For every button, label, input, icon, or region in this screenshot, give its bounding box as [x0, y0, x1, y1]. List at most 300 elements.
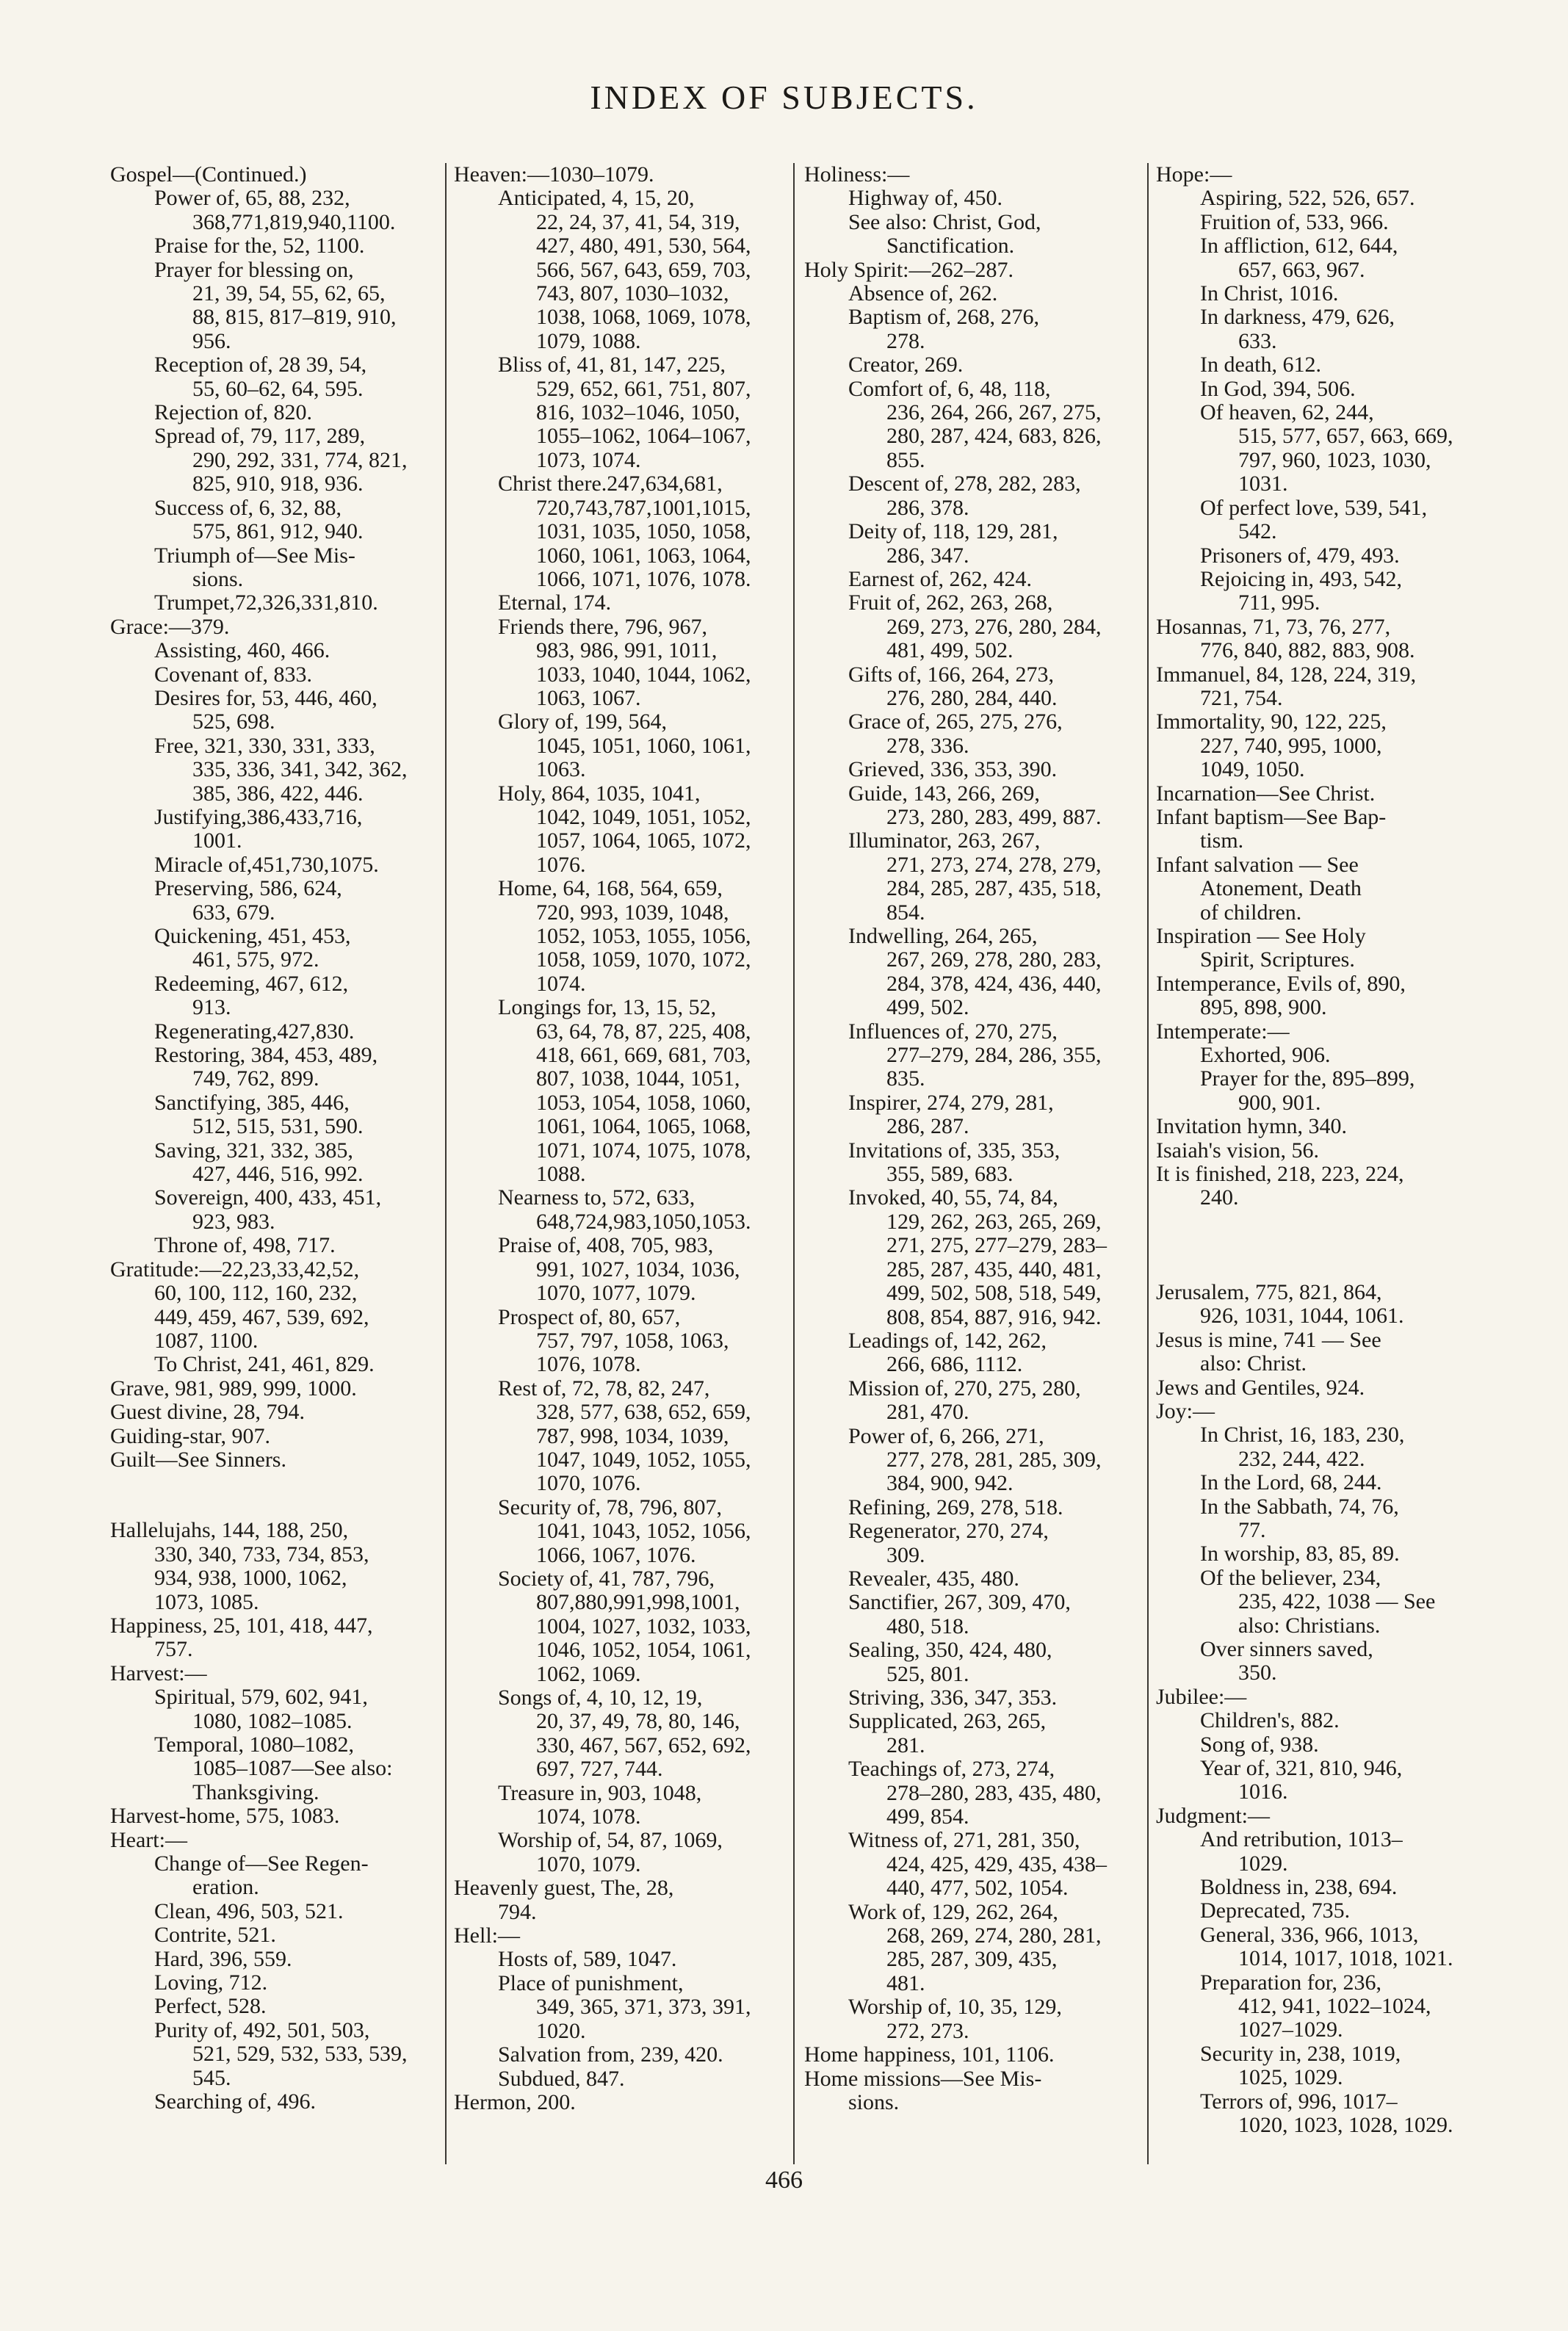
index-subentry: Justifying,386,433,716, [154, 804, 363, 829]
index-subentry: Holy, 864, 1035, 1041, [498, 781, 701, 806]
index-heading: Hermon, 200. [454, 2089, 576, 2114]
index-subentry: 77. [1238, 1517, 1266, 1542]
index-subentry: Power of, 65, 88, 232, [154, 186, 350, 211]
index-subentry: 1063. [536, 757, 586, 782]
index-subentry: Mission of, 270, 275, 280, [848, 1376, 1081, 1401]
index-subentry: Hard, 396, 559. [154, 1946, 292, 1971]
index-subentry: Spread of, 79, 117, 289, [154, 424, 366, 449]
index-subentry: Quickening, 451, 453, [154, 924, 351, 948]
index-heading: Inspiration — See Holy [1156, 924, 1366, 948]
index-subentry: 349, 365, 371, 373, 391, [536, 1995, 751, 2020]
index-subentry: In Christ, 16, 183, 230, [1200, 1423, 1405, 1448]
index-subentry: 286, 378. [886, 495, 969, 520]
index-subentry: 499, 854. [886, 1804, 969, 1829]
index-subentry: Fruit of, 262, 263, 268, [848, 590, 1053, 615]
index-subentry: Sovereign, 400, 433, 451, [154, 1185, 382, 1210]
index-subentry: 278, 336. [886, 733, 969, 758]
index-heading: Judgment:— [1156, 1803, 1270, 1828]
index-subentry: Society of, 41, 787, 796, [498, 1566, 715, 1591]
index-subentry: 757. [154, 1637, 193, 1662]
index-subentry: 743, 807, 1030–1032, [536, 281, 729, 306]
index-subentry: 633. [1238, 328, 1277, 353]
index-subentry: 776, 840, 882, 883, 908. [1200, 638, 1415, 663]
index-subentry: 1079, 1088. [536, 328, 641, 353]
index-subentry: 521, 529, 532, 533, 539, [192, 2042, 408, 2067]
index-subentry: 542. [1238, 519, 1277, 544]
index-subentry: Boldness in, 238, 694. [1200, 1875, 1398, 1900]
index-subentry: 512, 515, 531, 590. [192, 1114, 364, 1139]
index-subentry: tism. [1200, 828, 1244, 853]
index-subentry: 1066, 1071, 1076, 1078. [536, 566, 751, 591]
index-subentry: 63, 64, 78, 87, 225, 408, [536, 1019, 751, 1044]
index-subentry: Worship of, 54, 87, 1069, [498, 1828, 723, 1853]
index-subentry: 1076, 1078. [536, 1352, 641, 1377]
index-subentry: 1016. [1238, 1779, 1288, 1804]
index-subentry: Atonement, Death [1200, 876, 1362, 901]
index-subentry: Invoked, 40, 55, 74, 84, [848, 1185, 1058, 1210]
index-subentry: In darkness, 479, 626, [1200, 305, 1395, 330]
index-subentry: 816, 1032–1046, 1050, [536, 400, 740, 425]
index-subentry: 271, 273, 274, 278, 279, [886, 852, 1102, 877]
index-subentry: 1038, 1068, 1069, 1078, [536, 305, 751, 330]
index-subentry: 923, 983. [192, 1209, 275, 1234]
index-subentry: 648,724,983,1050,1053. [536, 1209, 751, 1234]
index-subentry: Spiritual, 579, 602, 941, [154, 1685, 368, 1710]
index-subentry: 330, 340, 733, 734, 853, [154, 1542, 369, 1566]
index-subentry: Eternal, 174. [498, 590, 612, 615]
index-subentry: 1087, 1100. [154, 1328, 259, 1353]
index-subentry: Prisoners of, 479, 493. [1200, 543, 1400, 568]
index-subentry: Prayer for the, 895–899, [1200, 1066, 1415, 1091]
index-subentry: 330, 467, 567, 652, 692, [536, 1732, 751, 1757]
index-subentry: also: Christians. [1238, 1613, 1381, 1638]
index-subentry: Deity of, 118, 129, 281, [848, 519, 1058, 544]
index-subentry: Refining, 269, 278, 518. [848, 1495, 1063, 1519]
index-subentry: 290, 292, 331, 774, 821, [192, 447, 408, 472]
index-subentry: Preparation for, 236, [1200, 1970, 1382, 1995]
index-heading: Hallelujahs, 144, 188, 250, [110, 1518, 349, 1543]
index-subentry: General, 336, 966, 1013, [1200, 1922, 1419, 1947]
index-subentry: 1061, 1064, 1065, 1068, [536, 1114, 751, 1139]
index-subentry: 794. [498, 1899, 537, 1924]
index-heading: Harvest:— [110, 1660, 207, 1685]
index-subentry: Songs of, 4, 10, 12, 19, [498, 1685, 703, 1710]
index-subentry: 480, 518. [886, 1613, 969, 1638]
index-subentry: Reception of, 28 39, 54, [154, 353, 367, 377]
index-subentry: 545. [192, 2065, 231, 2090]
index-subentry: 284, 378, 424, 436, 440, [886, 971, 1102, 996]
index-subentry: Perfect, 528. [154, 1994, 267, 2019]
blank-line [110, 1495, 444, 1519]
index-subentry: Assisting, 460, 466. [154, 638, 330, 663]
index-subentry: 1046, 1052, 1054, 1061, [536, 1638, 751, 1663]
index-subentry: 913. [192, 995, 231, 1020]
index-subentry: 720, 993, 1039, 1048, [536, 900, 729, 925]
index-subentry: 807,880,991,998,1001, [536, 1590, 740, 1615]
index-subentry: Regenerator, 270, 274, [848, 1519, 1049, 1544]
index-subentry: Illuminator, 263, 267, [848, 828, 1041, 853]
index-subentry: Descent of, 278, 282, 283, [848, 471, 1081, 496]
index-subentry: In Christ, 1016. [1200, 281, 1339, 306]
index-subentry: 525, 698. [192, 709, 275, 734]
index-subentry: 284, 285, 287, 435, 518, [886, 876, 1102, 901]
index-subentry: In worship, 83, 85, 89. [1200, 1542, 1400, 1566]
index-subentry: 236, 264, 266, 267, 275, [886, 400, 1102, 425]
index-subentry: 355, 589, 683. [886, 1162, 1014, 1187]
index-subentry: 657, 663, 967. [1238, 257, 1365, 282]
index-subentry: See also: Christ, God, [848, 209, 1041, 234]
index-heading: Invitation hymn, 340. [1156, 1114, 1347, 1139]
index-subentry: Security in, 238, 1019, [1200, 2041, 1401, 2066]
index-subentry: Restoring, 384, 453, 489, [154, 1043, 378, 1068]
index-subentry: Striving, 336, 347, 353. [848, 1685, 1058, 1710]
index-subentry: 900, 901. [1238, 1090, 1321, 1115]
index-subentry: Spirit, Scriptures. [1200, 947, 1355, 972]
index-heading: Holy Spirit:—262–287. [804, 257, 1014, 282]
index-subentry: Free, 321, 330, 331, 333, [154, 733, 375, 758]
index-subentry: Absence of, 262. [848, 281, 998, 306]
index-subentry: 20, 37, 49, 78, 80, 146, [536, 1709, 740, 1734]
index-subentry: 1085–1087—See also: [192, 1756, 393, 1781]
index-subentry: 232, 244, 422. [1238, 1446, 1365, 1471]
index-subentry: 529, 652, 661, 751, 807, [536, 376, 751, 401]
index-column-4 [1156, 163, 1490, 2138]
index-subentry: 1066, 1067, 1076. [536, 1542, 696, 1567]
index-subentry: Baptism of, 268, 276, [848, 305, 1039, 330]
index-heading: Joy:— [1156, 1398, 1215, 1423]
index-subentry: Aspiring, 522, 526, 657. [1200, 186, 1415, 211]
index-subentry: In the Sabbath, 74, 76, [1200, 1494, 1399, 1519]
index-subentry: Sanctification. [886, 234, 1015, 259]
index-subentry: 787, 998, 1034, 1039, [536, 1423, 729, 1448]
blank-line [110, 1472, 444, 1495]
index-subentry: 1073, 1074. [536, 447, 641, 472]
index-subentry: Exhorted, 906. [1200, 1043, 1331, 1068]
index-subentry: 88, 815, 817–819, 910, [192, 305, 397, 330]
index-column-3 [804, 163, 1138, 2114]
index-heading: Harvest-home, 575, 1083. [110, 1804, 340, 1829]
index-subentry: Treasure in, 903, 1048, [498, 1780, 702, 1805]
index-subentry: Supplicated, 263, 265, [848, 1709, 1047, 1734]
index-subentry: 285, 287, 309, 435, [886, 1947, 1058, 1972]
index-subentry: 268, 269, 274, 280, 281, [886, 1923, 1102, 1948]
index-subentry: Place of punishment, [498, 1970, 684, 1995]
index-column-2 [454, 163, 788, 2114]
index-heading: Jesus is mine, 741 — See [1156, 1327, 1381, 1352]
index-heading: Heart:— [110, 1827, 187, 1852]
index-subentry: Desires for, 53, 446, 460, [154, 685, 377, 710]
index-subentry: 1001. [192, 828, 242, 853]
blank-line [1156, 1234, 1490, 1257]
index-subentry: Revealer, 435, 480. [848, 1566, 1019, 1591]
index-subentry: Earnest of, 262, 424. [848, 566, 1032, 591]
index-heading: Intemperate:— [1156, 1019, 1290, 1044]
index-subentry: 797, 960, 1023, 1030, [1238, 447, 1431, 472]
index-subentry: Sealing, 350, 424, 480, [848, 1638, 1052, 1663]
index-subentry: Of heaven, 62, 244, [1200, 400, 1374, 425]
index-subentry: 515, 577, 657, 663, 669, [1238, 424, 1453, 449]
index-heading: Infant salvation — See [1156, 852, 1359, 877]
index-subentry: Trumpet,72,326,331,810. [154, 590, 378, 615]
index-subentry: 1049, 1050. [1200, 757, 1305, 782]
index-heading: Hell:— [454, 1923, 520, 1948]
index-subentry: 276, 280, 284, 440. [886, 685, 1058, 710]
index-subentry: Contrite, 521. [154, 1923, 276, 1948]
index-subentry: Longings for, 13, 15, 52, [498, 995, 717, 1020]
index-subentry: 1070, 1077, 1079. [536, 1281, 696, 1306]
index-subentry: Redeeming, 467, 612, [154, 971, 349, 996]
index-subentry: Rest of, 72, 78, 82, 247, [498, 1376, 710, 1401]
index-subentry: Grace of, 265, 275, 276, [848, 709, 1063, 734]
index-subentry: 934, 938, 1000, 1062, [154, 1566, 347, 1591]
index-subentry: 575, 861, 912, 940. [192, 519, 364, 544]
index-subentry: 749, 762, 899. [192, 1066, 319, 1091]
index-subentry: Praise of, 408, 705, 983, [498, 1233, 714, 1258]
index-subentry: 21, 39, 54, 55, 62, 65, [192, 281, 386, 306]
index-subentry: 1004, 1027, 1032, 1033, [536, 1613, 751, 1638]
index-subentry: Influences of, 270, 275, [848, 1019, 1058, 1044]
index-subentry: Rejoicing in, 493, 542, [1200, 566, 1402, 591]
index-subentry: Covenant of, 833. [154, 662, 312, 687]
index-subentry: Guide, 143, 266, 269, [848, 781, 1040, 806]
index-heading: Guest divine, 28, 794. [110, 1400, 305, 1425]
index-subentry: 278. [886, 328, 925, 353]
index-subentry: Over sinners saved, [1200, 1636, 1373, 1661]
index-subentry: 991, 1027, 1034, 1036, [536, 1257, 740, 1282]
index-subentry: Creator, 269. [848, 353, 964, 377]
index-subentry: 129, 262, 263, 265, 269, [886, 1209, 1102, 1234]
index-heading: Immanuel, 84, 128, 224, 319, [1156, 662, 1417, 687]
index-subentry: 424, 425, 429, 435, 438– [886, 1851, 1107, 1876]
index-subentry: 1020. [536, 2018, 586, 2043]
index-subentry: 278–280, 283, 435, 480, [886, 1780, 1102, 1805]
index-subentry: 757, 797, 1058, 1063, [536, 1328, 729, 1353]
index-subentry: 1070, 1076. [536, 1471, 641, 1496]
index-subentry: 281. [886, 1732, 925, 1757]
index-subentry: Song of, 938. [1200, 1732, 1319, 1757]
index-subentry: 285, 287, 435, 440, 481, [886, 1257, 1102, 1282]
index-subentry: 1027–1029. [1238, 2017, 1343, 2042]
index-subentry: 633, 679. [192, 900, 275, 925]
index-subentry: 309. [886, 1542, 925, 1567]
index-subentry: Subdued, 847. [498, 2066, 625, 2091]
index-subentry: 273, 280, 283, 499, 887. [886, 804, 1102, 829]
index-subentry: 227, 740, 995, 1000, [1200, 733, 1382, 758]
index-subentry: 711, 995. [1238, 590, 1320, 615]
column-divider [445, 163, 447, 2164]
index-subentry: 895, 898, 900. [1200, 995, 1327, 1020]
index-subentry: 277–279, 284, 286, 355, [886, 1043, 1102, 1068]
index-subentry: Invitations of, 335, 353, [848, 1138, 1061, 1163]
column-divider [793, 163, 795, 2164]
index-subentry: Throne of, 498, 717. [154, 1233, 336, 1258]
index-subentry: 335, 336, 341, 342, 362, [192, 757, 408, 782]
index-subentry: 1074. [536, 971, 586, 996]
index-heading: Jerusalem, 775, 821, 864, [1156, 1279, 1382, 1304]
index-subentry: 481, 499, 502. [886, 638, 1014, 663]
index-subentry: 1062, 1069. [536, 1661, 641, 1686]
index-subentry: 1053, 1054, 1058, 1060, [536, 1090, 751, 1115]
index-subentry: 269, 273, 276, 280, 284, [886, 614, 1102, 639]
index-subentry: In affliction, 612, 644, [1200, 234, 1398, 259]
index-heading: Hope:— [1156, 162, 1232, 187]
index-heading: Grace:—379. [110, 614, 230, 639]
index-subentry: Christ there.247,634,681, [498, 471, 723, 496]
index-subentry: Bliss of, 41, 81, 147, 225, [498, 353, 726, 377]
index-subentry: 272, 273. [886, 2018, 969, 2043]
blank-line [1156, 1210, 1490, 1234]
index-subentry: Gifts of, 166, 264, 273, [848, 662, 1054, 687]
index-subentry: Indwelling, 264, 265, [848, 924, 1038, 948]
index-subentry: 1055–1062, 1064–1067, [536, 424, 751, 449]
index-subentry: 1020, 1023, 1028, 1029. [1238, 2113, 1453, 2138]
index-subentry: Children's, 882. [1200, 1708, 1340, 1733]
index-subentry: Prayer for blessing on, [154, 257, 354, 282]
index-subentry: Miracle of,451,730,1075. [154, 852, 379, 877]
index-subentry: Salvation from, 239, 420. [498, 2042, 723, 2067]
index-subentry: Prospect of, 80, 657, [498, 1304, 681, 1329]
index-heading: Gratitude:—22,23,33,42,52, [110, 1257, 360, 1282]
index-subentry: 1080, 1082–1085. [192, 1708, 353, 1733]
index-subentry: Anticipated, 4, 15, 20, [498, 186, 695, 211]
index-subentry: 286, 287. [886, 1114, 969, 1139]
index-subentry: 55, 60–62, 64, 595. [192, 376, 364, 401]
index-subentry: 697, 727, 744. [536, 1757, 663, 1782]
index-subentry: 271, 275, 277–279, 283– [886, 1233, 1107, 1258]
index-subentry: Friends there, 796, 967, [498, 614, 707, 639]
index-subentry: 235, 422, 1038 — See [1238, 1589, 1436, 1614]
index-subentry: 1071, 1074, 1075, 1078, [536, 1138, 751, 1163]
index-subentry: Fruition of, 533, 966. [1200, 209, 1389, 234]
index-subentry: 328, 577, 638, 652, 659, [536, 1400, 751, 1425]
index-subentry: sions. [848, 2089, 900, 2114]
index-subentry: 412, 941, 1022–1024, [1238, 1994, 1431, 2019]
index-subentry: 281, 470. [886, 1400, 969, 1425]
index-heading: Holiness:— [804, 162, 910, 187]
index-subentry: 720,743,787,1001,1015, [536, 495, 751, 520]
index-subentry: 481. [886, 1970, 925, 1995]
index-subentry: 1058, 1059, 1070, 1072, [536, 947, 751, 972]
index-subentry: 1063, 1067. [536, 685, 641, 710]
index-heading: Hosannas, 71, 73, 76, 277, [1156, 614, 1391, 639]
index-subentry: 1041, 1043, 1052, 1056, [536, 1519, 751, 1544]
index-subentry: In the Lord, 68, 244. [1200, 1470, 1382, 1495]
index-subentry: 1033, 1040, 1044, 1062, [536, 662, 751, 687]
index-subentry: Worship of, 10, 35, 129, [848, 1995, 1062, 2020]
blank-line [1156, 1257, 1490, 1281]
index-subentry: And retribution, 1013– [1200, 1827, 1403, 1852]
index-subentry: 277, 278, 281, 285, 309, [886, 1447, 1102, 1472]
page-title: INDEX OF SUBJECTS. [590, 79, 978, 116]
index-subentry: 854. [886, 900, 925, 925]
index-subentry: Loving, 712. [154, 1970, 268, 1995]
index-subentry: 1047, 1049, 1052, 1055, [536, 1447, 751, 1472]
index-subentry: Success of, 6, 32, 88, [154, 495, 342, 520]
index-heading: It is finished, 218, 223, 224, [1156, 1162, 1404, 1187]
index-subentry: Year of, 321, 810, 946, [1200, 1756, 1403, 1780]
index-subentry: Work of, 129, 262, 264, [848, 1899, 1058, 1924]
index-subentry: 461, 575, 972. [192, 947, 319, 972]
index-subentry: Saving, 321, 332, 385, [154, 1138, 353, 1163]
index-subentry: 956. [192, 328, 231, 353]
index-subentry: Change of—See Regen- [154, 1851, 369, 1876]
index-subentry: Clean, 496, 503, 521. [154, 1898, 344, 1923]
index-subentry: Preserving, 586, 624, [154, 876, 342, 901]
index-subentry: 835. [886, 1066, 925, 1091]
index-subentry: Power of, 6, 266, 271, [848, 1423, 1044, 1448]
index-subentry: Hosts of, 589, 1047. [498, 1947, 677, 1972]
index-subentry: 1060, 1061, 1063, 1064, [536, 543, 751, 568]
index-subentry: 1052, 1053, 1055, 1056, [536, 924, 751, 948]
index-subentry: 807, 1038, 1044, 1051, [536, 1066, 740, 1091]
index-subentry: 1088. [536, 1162, 586, 1187]
index-subentry: 1025, 1029. [1238, 2065, 1343, 2090]
index-subentry: 440, 477, 502, 1054. [886, 1876, 1069, 1901]
index-heading: Isaiah's vision, 56. [1156, 1138, 1320, 1163]
index-subentry: Regenerating,427,830. [154, 1019, 355, 1044]
index-heading: Heaven:—1030–1079. [454, 162, 654, 187]
index-subentry: 855. [886, 447, 925, 472]
index-subentry: 384, 900, 942. [886, 1471, 1014, 1496]
index-subentry: Security of, 78, 796, 807, [498, 1495, 722, 1519]
index-subentry: 1042, 1049, 1051, 1052, [536, 804, 751, 829]
index-subentry: Nearness to, 572, 633, [498, 1185, 696, 1210]
index-subentry: Rejection of, 820. [154, 400, 312, 425]
index-subentry: 60, 100, 112, 160, 232, [154, 1281, 358, 1306]
index-heading: Immortality, 90, 122, 225, [1156, 709, 1387, 734]
index-subentry: 566, 567, 643, 659, 703, [536, 257, 751, 282]
index-heading: Jubilee:— [1156, 1684, 1247, 1709]
index-subentry: 427, 446, 516, 992. [192, 1162, 364, 1187]
index-subentry: 525, 801. [886, 1661, 969, 1686]
index-subentry: 240. [1200, 1185, 1239, 1210]
index-subentry: 418, 661, 669, 681, 703, [536, 1043, 751, 1068]
index-subentry: Glory of, 199, 564, [498, 709, 667, 734]
index-subentry: Of the believer, 234, [1200, 1565, 1381, 1590]
index-subentry: 368,771,819,940,1100. [192, 209, 396, 234]
index-column-1 [110, 163, 444, 2114]
index-subentry: of children. [1200, 900, 1302, 925]
index-subentry: Grieved, 336, 353, 390. [848, 757, 1058, 782]
index-subentry: 427, 480, 491, 530, 564, [536, 234, 751, 259]
index-subentry: 1074, 1078. [536, 1804, 641, 1829]
index-subentry: 1029. [1238, 1851, 1288, 1876]
index-heading: Guilt—See Sinners. [110, 1447, 286, 1472]
index-subentry: Praise for the, 52, 1100. [154, 234, 365, 259]
index-subentry: 926, 1031, 1044, 1061. [1200, 1304, 1404, 1329]
index-subentry: To Christ, 241, 461, 829. [154, 1352, 375, 1377]
index-subentry: sions. [192, 566, 244, 591]
index-subentry: Purity of, 492, 501, 503, [154, 2017, 370, 2042]
index-subentry: 1014, 1017, 1018, 1021. [1238, 1946, 1453, 1971]
index-subentry: Of perfect love, 539, 541, [1200, 495, 1428, 520]
index-heading: Happiness, 25, 101, 418, 447, [110, 1613, 373, 1638]
index-subentry: Sanctifier, 267, 309, 470, [848, 1590, 1071, 1615]
index-heading: Intemperance, Evils of, 890, [1156, 971, 1406, 996]
column-divider [1147, 163, 1149, 2164]
index-subentry: 267, 269, 278, 280, 283, [886, 947, 1102, 972]
index-heading: Jews and Gentiles, 924. [1156, 1375, 1365, 1400]
index-subentry: 280, 287, 424, 683, 826, [886, 424, 1102, 449]
index-heading: Gospel—(Continued.) [110, 162, 307, 187]
index-subentry: 22, 24, 37, 41, 54, 319, [536, 209, 740, 234]
index-subentry: Witness of, 271, 281, 350, [848, 1828, 1080, 1853]
index-subentry: Home, 64, 168, 564, 659, [498, 876, 723, 901]
index-subentry: 1070, 1079. [536, 1851, 641, 1876]
index-heading: Home missions—See Mis- [804, 2066, 1042, 2091]
index-subentry: In God, 394, 506. [1200, 376, 1356, 401]
index-heading: Home happiness, 101, 1106. [804, 2042, 1055, 2067]
